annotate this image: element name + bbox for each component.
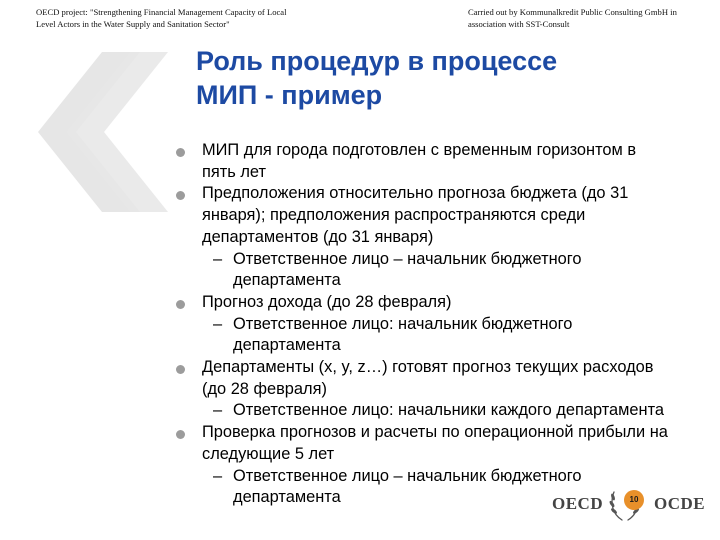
bullet-text-line: (до 28 февраля)	[202, 379, 327, 398]
sub-bullet-text-line: департамента	[233, 488, 341, 507]
bullet-item	[176, 183, 716, 248]
bullet-item	[176, 357, 716, 400]
sub-bullet-text-line: Ответственное лицо – начальник бюджетного	[233, 466, 582, 485]
bullet-text-line: следующие 5 лет	[202, 444, 335, 463]
bullet-item	[176, 292, 716, 314]
header-left	[36, 6, 356, 30]
bullet-text-line: Проверка прогнозов и расчеты по операционной прибыли на	[202, 423, 668, 442]
header-left-line1: OECD project: "Strengthening Financial Management Capacity of Local	[36, 7, 287, 17]
sub-bullet-item	[176, 400, 716, 422]
sub-bullet-text-line: Ответственное лицо: начальники каждого департамента	[233, 401, 665, 420]
round-bullet-icon	[176, 430, 185, 439]
sub-bullet-dash: –	[213, 314, 223, 333]
bullet-text-line: Департаменты (x, y, z…) готовят прогноз текущих расходов	[202, 358, 654, 377]
header-left-line2: Level Actors in the Water Supply and Sanitation Sector"	[36, 19, 230, 29]
slide-title-line2: МИП - пример	[196, 80, 383, 110]
bullet-text-line: департаментов (до 31 января)	[202, 227, 434, 246]
bullet-text-line: пять лет	[202, 162, 266, 181]
header-right-line1: Carried out by Kommunalkredit Public Consulting GmbH in	[468, 7, 677, 17]
sub-bullet-text-line: департамента	[233, 271, 341, 290]
sub-bullet-item	[176, 249, 716, 292]
sub-bullet-text-line: департамента	[233, 336, 341, 355]
round-bullet-icon	[176, 300, 185, 309]
bullet-text-line: Предположения относительно прогноза бюджета (до 31	[202, 184, 629, 203]
slide-title	[196, 44, 696, 112]
header-right-line2: association with SST-Consult	[468, 19, 570, 29]
sub-bullet-text-line: Ответственное лицо: начальник бюджетного	[233, 314, 573, 333]
oecd-logo-fr: OCDE	[654, 494, 706, 513]
bullet-list	[176, 140, 716, 509]
sub-bullet-dash: –	[213, 401, 223, 420]
bullet-text-line: января); предположения распространяются среди	[202, 206, 586, 225]
round-bullet-icon	[176, 365, 185, 374]
round-bullet-icon	[176, 191, 185, 200]
bullet-item	[176, 140, 716, 183]
header-right	[468, 6, 718, 30]
sub-bullet-item	[176, 314, 716, 357]
sub-bullet-dash: –	[213, 466, 223, 485]
slide-title-line1: Роль процедур в процессе	[196, 46, 558, 76]
bullet-item	[176, 422, 716, 465]
double-chevron-icon	[38, 52, 168, 212]
oecd-logo-en: OECD	[552, 494, 604, 513]
sub-bullet-dash: –	[213, 249, 223, 268]
sub-bullet-text-line: Ответственное лицо – начальник бюджетного	[233, 249, 582, 268]
round-bullet-icon	[176, 148, 185, 157]
bullet-text-line: МИП для города подготовлен с временным горизонтом в	[202, 141, 637, 159]
page-number-badge: 10	[624, 490, 644, 510]
bullet-text-line: Прогноз дохода (до 28 февраля)	[202, 292, 452, 311]
